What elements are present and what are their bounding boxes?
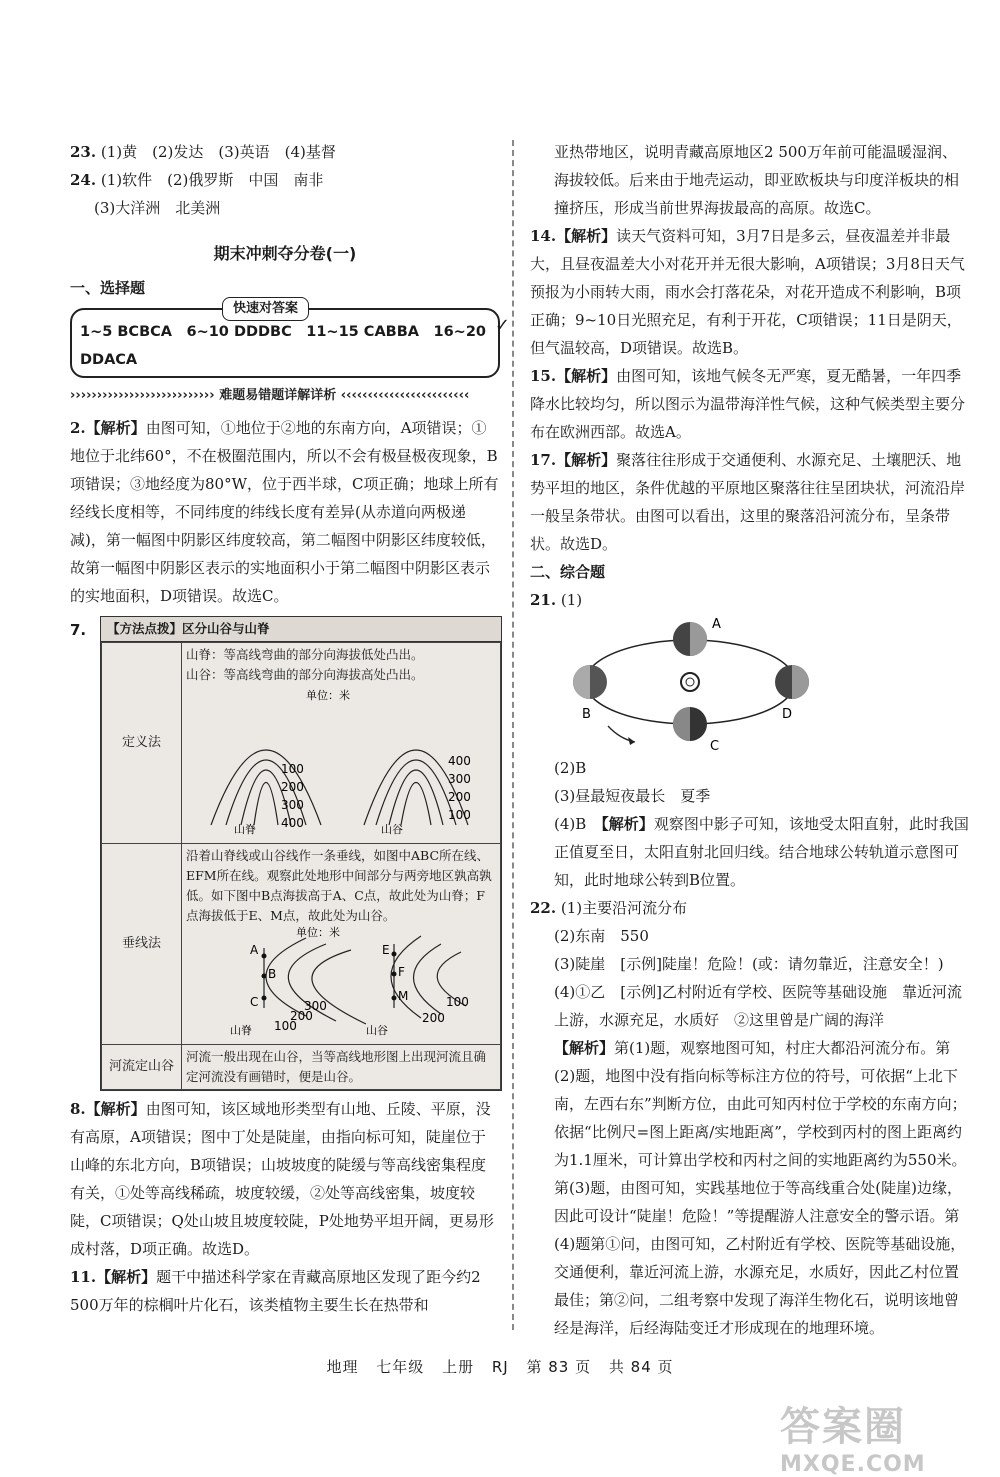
- svg-text:400: 400: [281, 816, 304, 830]
- earth-icon-C: [673, 707, 707, 741]
- earth-icon-A: [673, 622, 707, 656]
- q22-analysis: 【解析】第(1)题，观察地图可知，村庄大都沿河流分布。第(2)题，地图中没有指向标等标注方位的符号，可依据“上北下南，左西右东”判断方位，由此可知丙村位于学校的东南方向；依据“比例尺=图上距离/实地距离”，学校到丙村的图上距离约为1.1厘米，可计算出学校和丙村之间的实地距离约为550米。第(3)题，由图可知，实践基地位于等高线重合处(陡崖)边缘，因此可设计“陡崖！危险！”等提醒游人注意安全的警示语。第(4)题第①问，由图可知，乙村附近有学校、医院等基础设施，交通便利，靠近河流上游，水源充足，水质好，因此乙村位置最佳；第②问，二组考察中发现了海洋生物化石，说明该地曾经是海洋，后经海陆变迁才形成现在的地理环境。: [554, 1039, 967, 1337]
- q14-analysis: 14.【解析】读天气资料可知，3月7日是多云，昼夜温差并非最大，且昼夜温差大小对花开并无很大影响，A项错误；3月8日天气预报为小雨转大雨，雨水会打落花朵，对花开造成不利影响，B项正确；9~10日光照充足，有利于开花，C项错误；11日是阴天，但气温较高，D项错误。故选B。: [530, 227, 965, 357]
- svg-text:B: B: [582, 707, 591, 722]
- q22: 22. (1)主要沿河流分布: [530, 899, 688, 917]
- q21: 21. (1): [530, 591, 583, 609]
- quick-answer-box: [70, 301, 510, 378]
- ridge-valley-contour-figure: [186, 685, 496, 835]
- column-divider: [512, 140, 514, 1330]
- svg-text:C: C: [250, 995, 259, 1009]
- q17-analysis: 17.【解析】聚落往往形成于交通便利、水源充足、土壤肥沃、地势平坦的地区，条件优越的平原地区聚落往往呈团块状，河流沿岸一般呈条带状。由图可以看出，这里的聚落沿河流分布，呈条带状。故选D。: [530, 451, 966, 553]
- row-content: 河流一般出现在山谷，当等高线地形图上出现河流且确定河流没有画错时，便是山谷。: [182, 1045, 501, 1090]
- method-row-perpendicular: [102, 844, 501, 1045]
- row-label: 河流定山谷: [102, 1045, 182, 1090]
- method-table: [100, 616, 502, 1091]
- svg-text:300: 300: [448, 772, 471, 786]
- svg-text:山谷: 山谷: [366, 1024, 388, 1036]
- right-column: [530, 138, 970, 1342]
- svg-text:山脊: 山脊: [230, 1024, 252, 1036]
- q24-line2: (3)大洋洲 北美洲: [94, 199, 221, 217]
- row-label: 定义法: [102, 643, 182, 844]
- svg-text:D: D: [782, 707, 793, 722]
- watermark-logo: 答案圈 MXQE.COM: [780, 1404, 926, 1477]
- svg-text:山脊: 山脊: [234, 823, 256, 835]
- svg-text:A: A: [712, 617, 721, 632]
- q21-p3: (3)昼最短夜最长 夏季: [554, 787, 711, 805]
- left-column: [70, 138, 510, 1319]
- section-choice: 一、选择题: [70, 279, 146, 297]
- row-label: 垂线法: [102, 844, 182, 1045]
- svg-text:300: 300: [304, 999, 327, 1013]
- section-comprehensive: 二、综合题: [530, 563, 606, 581]
- exam-title: 期末冲刺夺分卷(一): [213, 244, 357, 263]
- svg-text:100: 100: [274, 1019, 297, 1033]
- q22-p3: (3)陡崖 [示例]陡崖！危险！(或：请勿靠近，注意安全！): [554, 955, 944, 973]
- svg-text:M: M: [398, 989, 409, 1003]
- svg-text:C: C: [710, 739, 720, 754]
- svg-text:200: 200: [422, 1011, 445, 1025]
- svg-text:200: 200: [290, 1009, 313, 1023]
- svg-text:200: 200: [281, 780, 304, 794]
- method-row-definition: [102, 643, 501, 844]
- svg-text:200: 200: [448, 790, 471, 804]
- svg-text:单位：米: 单位：米: [306, 689, 350, 702]
- method-row-river: [102, 1045, 501, 1090]
- svg-text:单位：米: 单位：米: [296, 926, 340, 939]
- svg-text:100: 100: [446, 995, 469, 1009]
- page-footer: 地理 七年级 上册 RJ 第 83 页 共 84 页: [326, 1358, 674, 1376]
- q8-analysis: 8.【解析】由图可知，该区域地形类型有山地、丘陵、平原，没有高原，A项错误；图中丁处是陡崖，由指向标可知，陡崖位于山峰的东北方向，B项错误；山坡坡度的陡缓与等高线密集程度有关，①处等高线稀疏，坡度较缓，②处等高线密集，坡度较陡，C项错误；Q处山坡且坡度较陡，P处地势平坦开阔，更易形成村落，D项正确。故选D。: [70, 1100, 494, 1258]
- row-content: 沿着山脊线或山谷线作一条垂线，如图中ABC所在线、EFM所在线。观察此处地形中间部分与两旁地区孰高孰低。如下图中B点海拔高于A、C点，故此处为山脊；F点海拔低于E、M点，故此处为山谷。 单位：米 A B C E F M 300 200 100 100 200 山脊 山谷: [182, 844, 501, 1045]
- q15-analysis: 15.【解析】由图可知，该地气候冬无严寒，夏无酷暑，一年四季降水比较均匀，所以图示为温带海洋性气候，这种气候类型主要分布在欧洲西部。故选A。: [530, 367, 966, 441]
- q22-p4: (4)①乙 [示例]乙村附近有学校、医院等基础设施 靠近河流上游，水源充足，水质好 ②这里曾是广阔的海洋: [554, 983, 962, 1029]
- q11-analysis: 11.【解析】题干中描述科学家在青藏高原地区发现了距今约2 500万年的棕榈叶片化石，该类植物主要生长在热带和: [70, 1268, 481, 1314]
- earth-icon-D: [775, 665, 809, 699]
- svg-text:100: 100: [448, 808, 471, 822]
- svg-text:300: 300: [281, 798, 304, 812]
- q24: 24. (1)软件 (2)俄罗斯 中国 南非: [70, 171, 324, 189]
- quick-answers: 1~5 BCBCA 6~10 DDDBC 11~15 CABBA 16~20 DDACA: [80, 324, 486, 368]
- sun-icon: [681, 673, 699, 691]
- q11-continued: 亚热带地区，说明青藏高原地区2 500万年前可能温暖湿润、海拔较低。后来由于地壳运动，即亚欧板块与印度洋板块的相撞挤压，形成当前世界海拔最高的高原。故选C。: [554, 143, 960, 217]
- svg-text:400: 400: [448, 754, 471, 768]
- svg-text:山谷: 山谷: [381, 823, 403, 835]
- q21-p4: (4)B 【解析】观察图中影子可知，该地受太阳直射，此时我国正值夏至日，太阳直射北回归线。结合地球公转轨道示意图可知，此时地球公转到B位置。: [554, 815, 969, 889]
- svg-text:100: 100: [281, 762, 304, 776]
- q2-analysis: 2.【解析】由图可知，①地位于②地的东南方向，A项错误；①地位于北纬60°，不在极圈范围内，所以不会有极昼极夜现象，B项错误；③地经度为80°W，位于西半球，C项正确；地球上所有经线长度相等，不同纬度的纬线长度有差异(从赤道向两极递减)，第一幅图中阴影区纬度较高，第二幅图中阴影区纬度较低，故第一幅图中阴影区表示的实地面积小于第二幅图中阴影区表示的实地面积，D项错误。故选C。: [70, 419, 499, 605]
- earth-orbit-diagram: [560, 614, 820, 754]
- quick-answer-label: 快速对答案: [222, 297, 309, 321]
- perpendicular-contour-figure: [186, 926, 496, 1036]
- method-head: 【方法点拨】区分山谷与山脊: [101, 617, 501, 642]
- svg-text:A: A: [250, 943, 259, 957]
- q23: 23. (1)黄 (2)发达 (3)英语 (4)基督: [70, 143, 336, 161]
- hard-question-bar: ››››››››››››››››››››››››››› 难题易错题详解详析 ‹‹‹‹‹‹‹‹‹‹‹‹‹‹‹‹‹‹‹‹‹‹‹‹: [70, 388, 470, 403]
- q21-p2: (2)B: [554, 759, 587, 777]
- q7: 7. 【方法点拨】区分山谷与山脊 定义法 山脊：等高线弯曲的部分向海拔低处凸出。 山谷：等高线弯曲的部分向海拔高处凸出。 单位：米 100 200 300 400 400 300 200 100 山脊 山谷 垂线法 沿着山脊线或山谷线作一条垂线，如图中ABC所在线、EFM所在线。观察此处地形中间部分与两旁地区孰高孰低。如下图中B点海拔高于A、C点，故此处为山脊；F点海拔低于E、M点，故此处为山谷。 单位：米 A B C E F M 300 200 100 100 200 山脊 山谷 河流定山谷 河流一般出现在山谷，当等高线地形图上出现河流且确定河流没有画错时，便是山谷。: [70, 616, 500, 1091]
- svg-text:E: E: [382, 943, 390, 957]
- check-icon: ✓: [494, 315, 510, 336]
- svg-text:B: B: [268, 967, 277, 981]
- earth-icon-B: [573, 665, 607, 699]
- row-content: 山脊：等高线弯曲的部分向海拔低处凸出。 山谷：等高线弯曲的部分向海拔高处凸出。 单位：米 100 200 300 400 400 300 200 100 山脊 山谷: [182, 643, 501, 844]
- q22-p2: (2)东南 550: [554, 927, 649, 945]
- method-grid: [101, 642, 501, 1090]
- svg-text:F: F: [398, 965, 405, 979]
